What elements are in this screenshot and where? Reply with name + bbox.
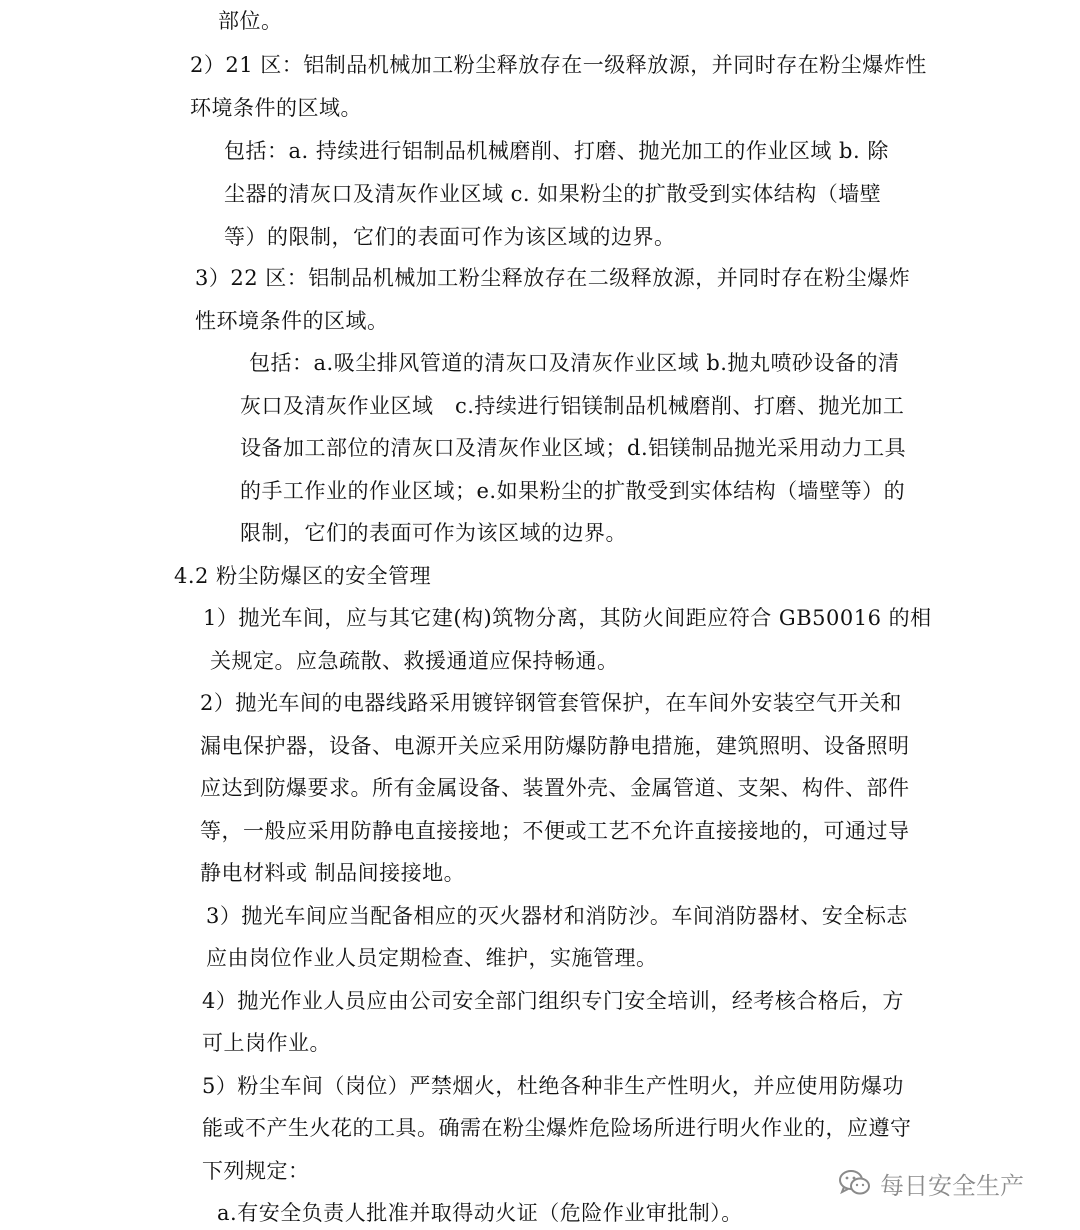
text-line: 等）的限制，它们的表面可作为该区域的边界。 — [224, 225, 676, 249]
text-line: a.有安全负责人批准并取得动火证（危险作业审批制）。 — [217, 1201, 743, 1225]
text-line: 的手工作业的作业区域；e.如果粉尘的扩散受到实体结构（墙壁等）的 — [240, 479, 906, 503]
watermark — [838, 1166, 1024, 1200]
text-line: 静电材料或 制品间接接地。 — [200, 861, 466, 885]
text-line: 设备加工部位的清灰口及清灰作业区域；d.铝镁制品抛光采用动力工具 — [240, 436, 907, 460]
text-line: 环境条件的区域。 — [190, 96, 362, 120]
text-line: 部位。 — [218, 9, 283, 33]
text-line: 2）21 区：铝制品机械加工粉尘释放存在一级释放源，并同时存在粉尘爆炸性 — [190, 53, 927, 77]
text-line: 可上岗作业。 — [202, 1031, 331, 1055]
text-line: 等，一般应采用防静电直接接地；不便或工艺不允许直接接地的，可通过导 — [200, 819, 910, 843]
text-line: 漏电保护器，设备、电源开关应采用防爆防静电措施，建筑照明、设备照明 — [200, 734, 910, 758]
text-line: 4）抛光作业人员应由公司安全部门组织专门安全培训，经考核合格后，方 — [202, 989, 904, 1013]
text-line: 尘器的清灰口及清灰作业区域 c. 如果粉尘的扩散受到实体结构（墙壁 — [224, 182, 882, 206]
text-line: 2）抛光车间的电器线路采用镀锌钢管套管保护，在车间外安装空气开关和 — [200, 691, 902, 715]
text-line: 3）抛光车间应当配备相应的灭火器材和消防沙。车间消防器材、安全标志 — [206, 904, 908, 928]
text-line: 灰口及清灰作业区域 c.持续进行铝镁制品机械磨削、打磨、抛光加工 — [240, 394, 905, 418]
text-line: 关规定。应急疏散、救援通道应保持畅通。 — [210, 649, 619, 673]
text-line: 包括：a. 持续进行铝制品机械磨削、打磨、抛光加工的作业区域 b. 除 — [224, 139, 889, 163]
text-line: 5）粉尘车间（岗位）严禁烟火，杜绝各种非生产性明火，并应使用防爆功 — [202, 1074, 904, 1098]
text-line: 包括：a.吸尘排风管道的清灰口及清灰作业区域 b.抛丸喷砂设备的清 — [249, 351, 900, 375]
text-line: 应达到防爆要求。所有金属设备、装置外壳、金属管道、支架、构件、部件 — [200, 776, 910, 800]
text-line: 应由岗位作业人员定期检查、维护，实施管理。 — [206, 946, 658, 970]
watermark-text: 每日安全生产 — [880, 1171, 1024, 1200]
text-line: 下列规定： — [202, 1159, 310, 1183]
text-line: 3）22 区：铝制品机械加工粉尘释放存在二级释放源，并同时存在粉尘爆炸 — [195, 266, 911, 290]
text-line: 1）抛光车间，应与其它建(构)筑物分离，其防火间距应符合 GB50016 的相 — [203, 606, 932, 630]
text-line: 性环境条件的区域。 — [195, 309, 389, 333]
wechat-icon — [838, 1168, 872, 1198]
section-heading: 4.2 粉尘防爆区的安全管理 — [174, 564, 432, 588]
text-line: 能或不产生火花的工具。确需在粉尘爆炸危险场所进行明火作业的，应遵守 — [202, 1116, 912, 1140]
text-line: 限制，它们的表面可作为该区域的边界。 — [240, 521, 627, 545]
